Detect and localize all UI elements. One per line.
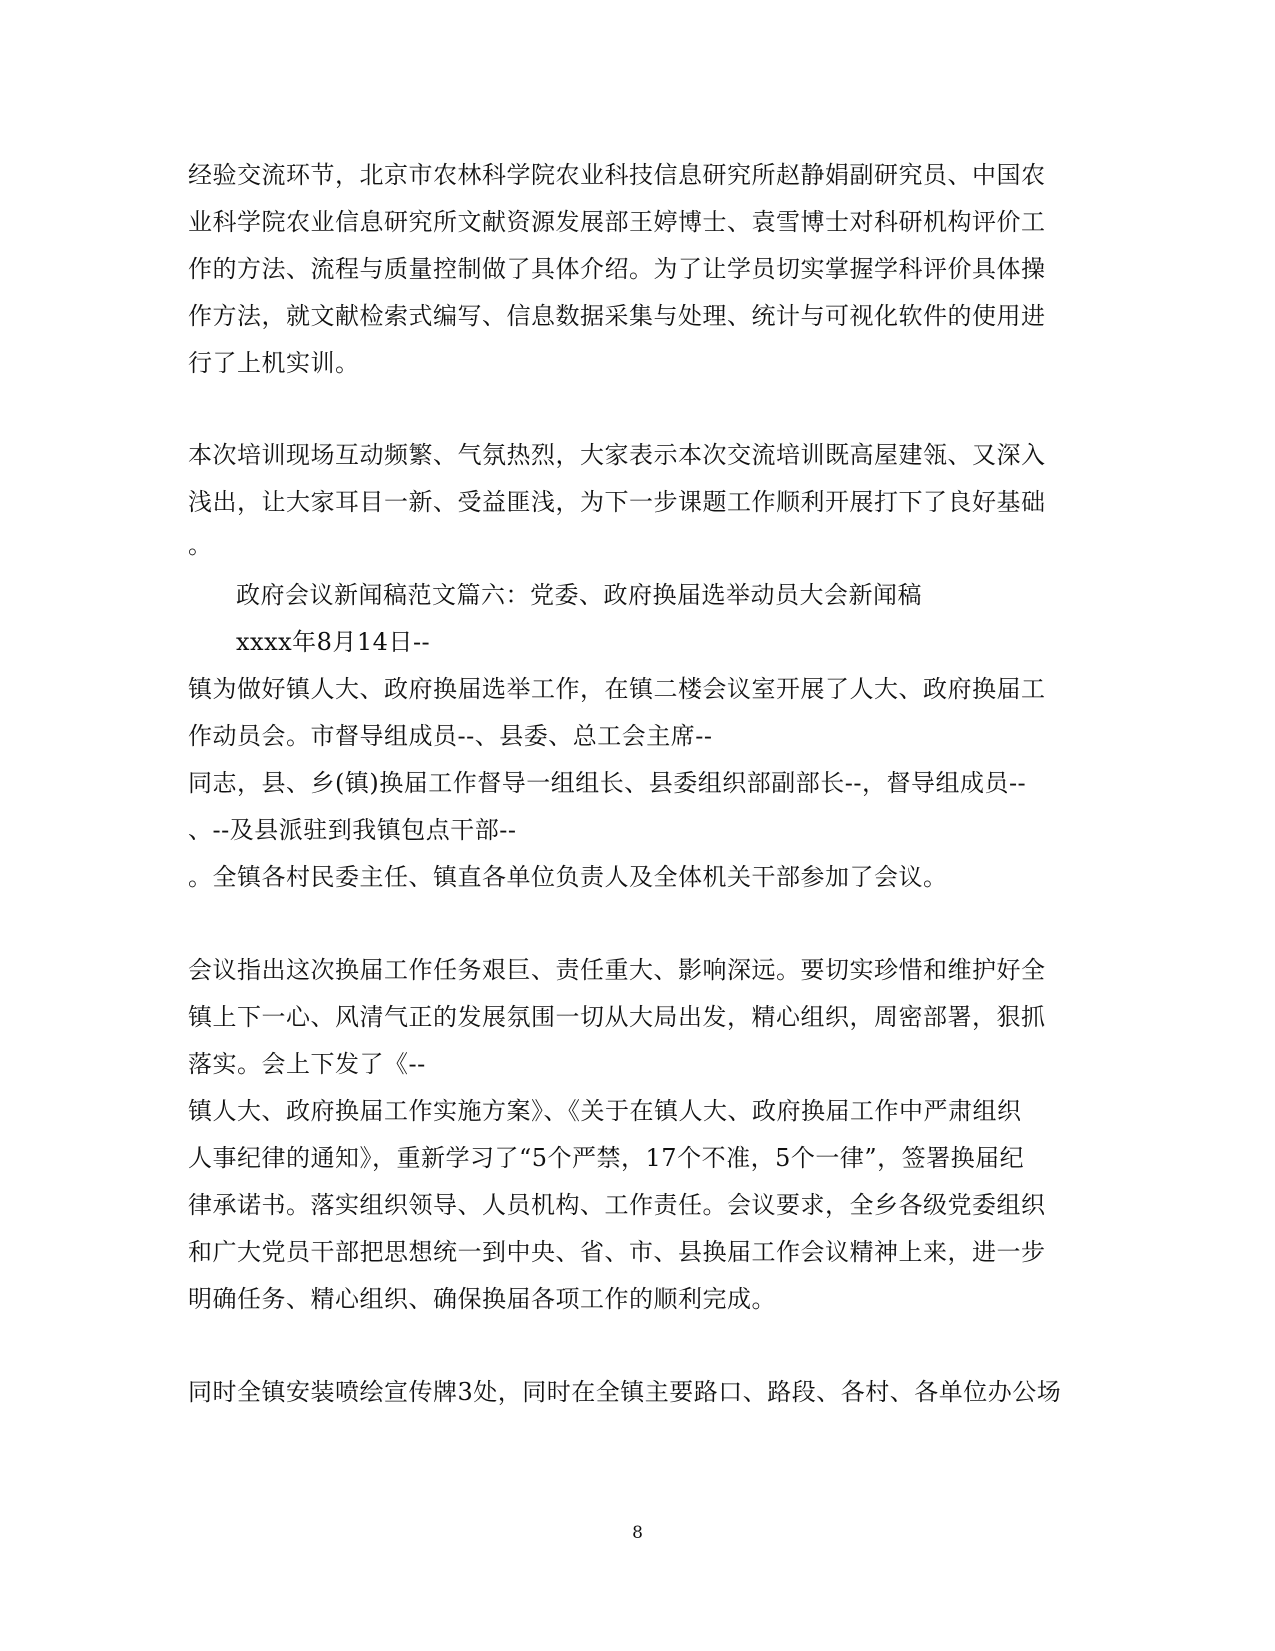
text-line: 镇为做好镇人大、政府换届选举工作，在镇二楼会议室开展了人大、政府换届工 bbox=[188, 675, 1046, 703]
text-line: 、--及县派驻到我镇包点干部-- bbox=[188, 816, 517, 844]
text-line: 同时全镇安装喷绘宣传牌3处，同时在全镇主要路口、路段、各村、各单位办公场 bbox=[188, 1378, 1062, 1406]
text-line: 人事纪律的通知》，重新学习了“5个严禁，17个不准，5个一律”，签署换届纪 bbox=[188, 1144, 1025, 1172]
text-line: 浅出，让大家耳目一新、受益匪浅，为下一步课题工作顺利开展打下了良好基础 bbox=[188, 488, 1046, 516]
text-line: 落实。会上下发了《-- bbox=[188, 1050, 426, 1078]
text-line: 镇上下一心、风清气正的发展氛围一切从大局出发，精心组织，周密部署，狠抓 bbox=[188, 1003, 1046, 1031]
text-line: 律承诺书。落实组织领导、人员机构、工作责任。会议要求，全乡各级党委组织 bbox=[188, 1191, 1046, 1219]
text-line: 明确任务、精心组织、确保换届各项工作的顺利完成。 bbox=[188, 1285, 776, 1313]
text-line: 作的方法、流程与质量控制做了具体介绍。为了让学员切实掌握学科评价具体操 bbox=[188, 255, 1046, 283]
text-line: 本次培训现场互动频繁、气氛热烈，大家表示本次交流培训既高屋建瓴、又深入 bbox=[188, 441, 1046, 469]
text-line: 和广大党员干部把思想统一到中央、省、市、县换届工作会议精神上来，进一步 bbox=[188, 1238, 1046, 1266]
text-line: 作方法，就文献检索式编写、信息数据采集与处理、统计与可视化软件的使用进 bbox=[188, 302, 1046, 330]
text-line: 会议指出这次换届工作任务艰巨、责任重大、影响深远。要切实珍惜和维护好全 bbox=[188, 956, 1046, 984]
page-number: 8 bbox=[632, 1523, 643, 1543]
text-line: 行了上机实训。 bbox=[188, 349, 360, 377]
text-line: 。全镇各村民委主任、镇直各单位负责人及全体机关干部参加了会议。 bbox=[188, 863, 948, 891]
text-line: 镇人大、政府换届工作实施方案》、《关于在镇人大、政府换届工作中严肃组织 bbox=[188, 1097, 1022, 1125]
dateline: xxxx年8月14日-- bbox=[236, 628, 431, 656]
text-line: 经验交流环节，北京市农林科学院农业科技信息研究所赵静娟副研究员、中国农 bbox=[188, 161, 1046, 189]
text-line: 作动员会。市督导组成员--、县委、总工会主席-- bbox=[188, 722, 713, 750]
text-line: 。 bbox=[188, 531, 213, 559]
text-line: 业科学院农业信息研究所文献资源发展部王婷博士、袁雪博士对科研机构评价工 bbox=[188, 208, 1046, 236]
text-line: 同志，县、乡(镇)换届工作督导一组组长、县委组织部副部长--，督导组成员-- bbox=[188, 769, 1027, 797]
section-heading: 政府会议新闻稿范文篇六：党委、政府换届选举动员大会新闻稿 bbox=[236, 581, 922, 609]
